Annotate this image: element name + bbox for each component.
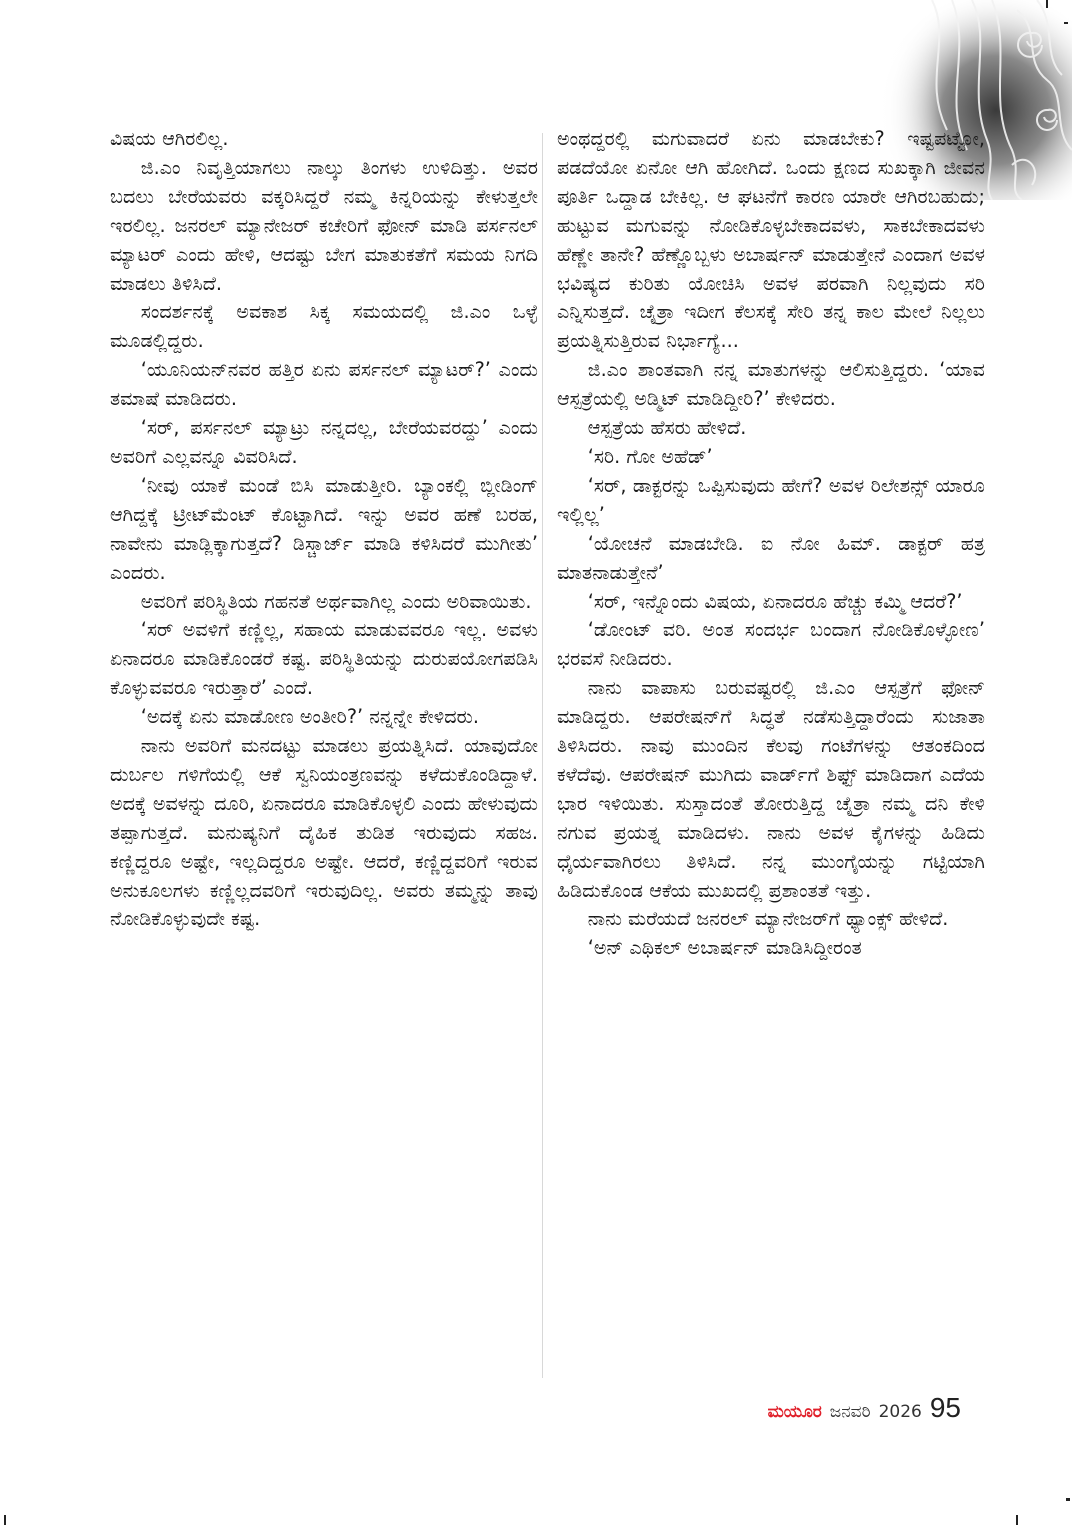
paragraph: ಆಸ್ಪತ್ರೆಯ ಹೆಸರು ಹೇಳಿದೆ.: [587, 416, 747, 440]
crop-mark-bottom-left: [4, 1515, 6, 1525]
page-footer: [768, 1392, 961, 1424]
paragraph: ‘ಸರ್, ಇನ್ನೊಂದು ವಿಷಯ, ಏನಾದರೂ ಹೆಚ್ಚು ಕಮ್ಮಿ ಆದರೆ?’: [587, 589, 963, 613]
right-column: [557, 125, 985, 963]
crop-mark-bottom-right: [1016, 1515, 1018, 1525]
paragraph: ವಿಷಯ ಆಗಿರಲಿಲ್ಲ.: [110, 127, 229, 150]
paragraph: ‘ಡೋಂಟ್ ವರಿ. ಅಂತ ಸಂದರ್ಭ ಬಂದಾಗ ನೋಡಿಕೊಳ್ಳೋಣ’ ಭರವಸೆ ನೀಡಿದರು.: [557, 618, 985, 671]
crop-mark-right-edge: [1066, 1498, 1070, 1501]
paragraph: ನಾನು ಅವರಿಗೆ ಮನದಟ್ಟು ಮಾಡಲು ಪ್ರಯತ್ನಿಸಿದೆ. ಯಾವುದೋ ದುರ್ಬಲ ಗಳಿಗೆಯಲ್ಲಿ ಆಕೆ ಸ್ವನಿಯಂತ್ರಣವನ್ನು ಕಳೆದುಕೊಂಡಿದ್ದಾಳೆ. ಅದಕ್ಕೆ ಅವಳನ್ನು ದೂರಿ, ಏನಾದರೂ ಮಾಡಿಕೊಳ್ಳಲಿ ಎಂದು ಹೇಳುವುದು ತಪ್ಪಾಗುತ್ತದೆ. ಮನುಷ್ಯನಿಗೆ ದೈಹಿಕ ತುಡಿತ ಇರುವುದು ಸಹಜ. ಕಣ್ಣಿದ್ದರೂ ಅಷ್ಟೇ, ಇಲ್ಲದಿದ್ದರೂ ಅಷ್ಟೇ. ಆದರೆ, ಕಣ್ಣಿದ್ದವರಿಗೆ ಇರುವ ಅನುಕೂಲಗಳು ಕಣ್ಣಿಲ್ಲದವರಿಗೆ ಇರುವುದಿಲ್ಲ. ಅವರು ತಮ್ಮನ್ನು ತಾವು ನೋಡಿಕೊಳ್ಳುವುದೇ ಕಷ್ಟ.: [110, 734, 538, 931]
paragraph: ಅವರಿಗೆ ಪರಿಸ್ಥಿತಿಯ ಗಹನತೆ ಅರ್ಥವಾಗಿಲ್ಲ ಎಂದು ಅರಿವಾಯಿತು.: [140, 589, 532, 613]
crop-mark-top-right-edge: [1064, 22, 1068, 24]
paragraph: ‘ಸರ್, ಪರ್ಸನಲ್ ಮ್ಯಾಟ್ರು ನನ್ನದಲ್ಲ, ಬೇರೆಯವರದ್ದು’ ಎಂದು ಅವರಿಗೆ ಎಲ್ಲವನ್ನೂ ವಿವರಿಸಿದೆ.: [110, 416, 538, 468]
left-column: [110, 125, 538, 934]
paragraph: ‘ಯೋಚನೆ ಮಾಡಬೇಡಿ. ಐ ನೋ ಹಿಮ್. ಡಾಕ್ಟರ್ ಹತ್ರ ಮಾತನಾಡುತ್ತೇನೆ’: [557, 531, 985, 584]
paragraph: ನಾನು ವಾಪಾಸು ಬರುವಷ್ಟರಲ್ಲಿ ಜಿ.ಎಂ ಆಸ್ಪತ್ರೆಗೆ ಫೋನ್ ಮಾಡಿದ್ದರು. ಆಪರೇಷನ್‌ಗೆ ಸಿದ್ಧತೆ ನಡೆಸುತ್ತಿದ್ದಾರೆಂದು ಸುಜಾತಾ ತಿಳಿಸಿದರು. ನಾವು ಮುಂದಿನ ಕೆಲವು ಗಂಟೆಗಳನ್ನು ಆತಂಕದಿಂದ ಕಳೆದೆವು. ಆಪರೇಷನ್ ಮುಗಿದು ವಾರ್ಡ್‌ಗೆ ಶಿಫ್ಟ್ ಮಾಡಿದಾಗ ಎದೆಯ ಭಾರ ಇಳಿಯಿತು. ಸುಸ್ತಾದಂತೆ ತೋರುತ್ತಿದ್ದ ಚೈತ್ರಾ ನಮ್ಮ ದನಿ ಕೇಳಿ ನಗುವ ಪ್ರಯತ್ನ ಮಾಡಿದಳು. ನಾನು ಅವಳ ಕೈಗಳನ್ನು ಹಿಡಿದು ಧೈರ್ಯವಾಗಿರಲು ತಿಳಿಸಿದೆ. ನನ್ನ ಮುಂಗೈಯನ್ನು ಗಟ್ಟಿಯಾಗಿ ಹಿಡಿದುಕೊಂಡ ಆಕೆಯ ಮುಖದಲ್ಲಿ ಪ್ರಶಾಂತತೆ ಇತ್ತು.: [557, 676, 985, 902]
magazine-name: ಮಯೂರ: [767, 1402, 822, 1422]
page-number: 95: [929, 1392, 961, 1423]
issue-year: 2026: [878, 1402, 922, 1422]
paragraph: ನಾನು ಮರೆಯದೆ ಜನರಲ್ ಮ್ಯಾನೇಜರ್‌ಗೆ ಥ್ಯಾಂಕ್ಸ್ ಹೇಳಿದೆ.: [587, 907, 949, 931]
paragraph: ‘ಸರ್, ಡಾಕ್ಟರನ್ನು ಒಪ್ಪಿಸುವುದು ಹೇಗೆ? ಅವಳ ರಿಲೇಶನ್ಸ್ ಯಾರೂ ಇಲ್ಲಿಲ್ಲ’: [557, 473, 985, 526]
paragraph: ‘ಸರಿ. ಗೋ ಅಹೆಡ್’: [587, 444, 713, 468]
paragraph: ಅಂಥದ್ದರಲ್ಲಿ ಮಗುವಾದರೆ ಏನು ಮಾಡಬೇಕು? ಇಷ್ಟಪಟ್ಟೋ, ಪಡದೆಯೋ ಏನೋ ಆಗಿ ಹೋಗಿದೆ. ಒಂದು ಕ್ಷಣದ ಸುಖಕ್ಕಾಗಿ ಜೀವನ ಪೂರ್ತಿ ಒದ್ದಾಡ ಬೇಕಿಲ್ಲ. ಆ ಘಟನೆಗೆ ಕಾರಣ ಯಾರೇ ಆಗಿರಬಹುದು; ಹುಟ್ಟುವ ಮಗುವನ್ನು ನೋಡಿಕೊಳ್ಳಬೇಕಾದವಳು, ಸಾಕಬೇಕಾದವಳು ಹೆಣ್ಣೇ ತಾನೇ? ಹೆಣ್ಣೊಬ್ಬಳು ಅಬಾರ್ಷನ್ ಮಾಡುತ್ತೇನೆ ಎಂದಾಗ ಅವಳ ಭವಿಷ್ಯದ ಕುರಿತು ಯೋಚಿಸಿ ಅವಳ ಪರವಾಗಿ ನಿಲ್ಲವುದು ಸರಿ ಎನ್ನಿಸುತ್ತದೆ. ಚೈತ್ರಾ ಇದೀಗ ಕೆಲಸಕ್ಕೆ ಸೇರಿ ತನ್ನ ಕಾಲ ಮೇಲೆ ನಿಲ್ಲಲು ಪ್ರಯತ್ನಿಸುತ್ತಿರುವ ನಿರ್ಭಾಗ್ಯೆ...: [557, 127, 985, 353]
paragraph: ‘ಸರ್ ಅವಳಿಗೆ ಕಣ್ಣಿಲ್ಲ, ಸಹಾಯ ಮಾಡುವವರೂ ಇಲ್ಲ. ಅವಳು ಏನಾದರೂ ಮಾಡಿಕೊಂಡರೆ ಕಷ್ಟ. ಪರಿಸ್ಥಿತಿಯನ್ನು ದುರುಪಯೋಗಪಡಿಸಿ ಕೊಳ್ಳುವವರೂ ಇರುತ್ತಾರೆ’ ಎಂದೆ.: [110, 618, 538, 700]
paragraph: ಸಂದರ್ಶನಕ್ಕೆ ಅವಕಾಶ ಸಿಕ್ಕ ಸಮಯದಲ್ಲಿ ಜಿ.ಎಂ ಒಳ್ಳೆ ಮೂಡಲ್ಲಿದ್ದರು.: [110, 300, 538, 353]
paragraph: ‘ಯೂನಿಯನ್‌ನವರ ಹತ್ತಿರ ಏನು ಪರ್ಸನಲ್ ಮ್ಯಾಟರ್?’ ಎಂದು ತಮಾಷೆ ಮಾಡಿದರು.: [110, 358, 538, 411]
paragraph: ‘ಅನ್ ಎಥಿಕಲ್ ಅಬಾರ್ಷನ್ ಮಾಡಿಸಿದ್ದೀರಂತ: [587, 936, 862, 960]
crop-mark-top-right: [1046, 0, 1048, 8]
paragraph: ‘ನೀವು ಯಾಕೆ ಮಂಡೆ ಬಿಸಿ ಮಾಡುತ್ತೀರಿ. ಬ್ಯಾಂಕಲ್ಲಿ ಬ್ಲೀಡಿಂಗ್ ಆಗಿದ್ದಕ್ಕೆ ಟ್ರೀಟ್‌ಮೆಂಟ್ ಕೊಟ್ಟಾಗಿದೆ. ಇನ್ನು ಅವರ ಹಣೆ ಬರಹ, ನಾವೇನು ಮಾಡ್ಲಿಕ್ಕಾಗುತ್ತದೆ? ಡಿಸ್ಚಾರ್ಜ್ ಮಾಡಿ ಕಳಿಸಿದರೆ ಮುಗೀತು’ ಎಂದರು.: [110, 473, 538, 584]
issue-month: ಜನವರಿ: [829, 1402, 871, 1422]
paragraph: ‘ಅದಕ್ಕೆ ಏನು ಮಾಡೋಣ ಅಂತೀರಿ?’ ನನ್ನನ್ನೇ ಕೇಳಿದರು.: [140, 705, 479, 729]
paragraph: ಜಿ.ಎಂ ನಿವೃತ್ತಿಯಾಗಲು ನಾಲ್ಕು ತಿಂಗಳು ಉಳಿದಿತ್ತು. ಅವರ ಬದಲು ಬೇರೆಯವರು ವಕ್ಕರಿಸಿದ್ದರೆ ನಮ್ಮ ಕಿನ್ನರಿಯನ್ನು ಕೇಳುತ್ತಲೇ ಇರಲಿಲ್ಲ. ಜನರಲ್ ಮ್ಯಾನೇಜರ್ ಕಚೇರಿಗೆ ಫೋನ್ ಮಾಡಿ ಪರ್ಸನಲ್ ಮ್ಯಾಟರ್ ಎಂದು ಹೇಳಿ, ಆದಷ್ಟು ಬೇಗ ಮಾತುಕತೆಗೆ ಸಮಯ ನಿಗದಿ ಮಾಡಲು ತಿಳಿಸಿದೆ.: [110, 155, 538, 295]
column-divider: [542, 133, 543, 1378]
paragraph: ಜಿ.ಎಂ ಶಾಂತವಾಗಿ ನನ್ನ ಮಾತುಗಳನ್ನು ಆಲಿಸುತ್ತಿದ್ದರು. ‘ಯಾವ ಆಸ್ಪತ್ರೆಯಲ್ಲಿ ಅಡ್ಮಿಟ್ ಮಾಡಿದ್ದೀರಿ?’ ಕೇಳಿದರು.: [557, 358, 985, 411]
